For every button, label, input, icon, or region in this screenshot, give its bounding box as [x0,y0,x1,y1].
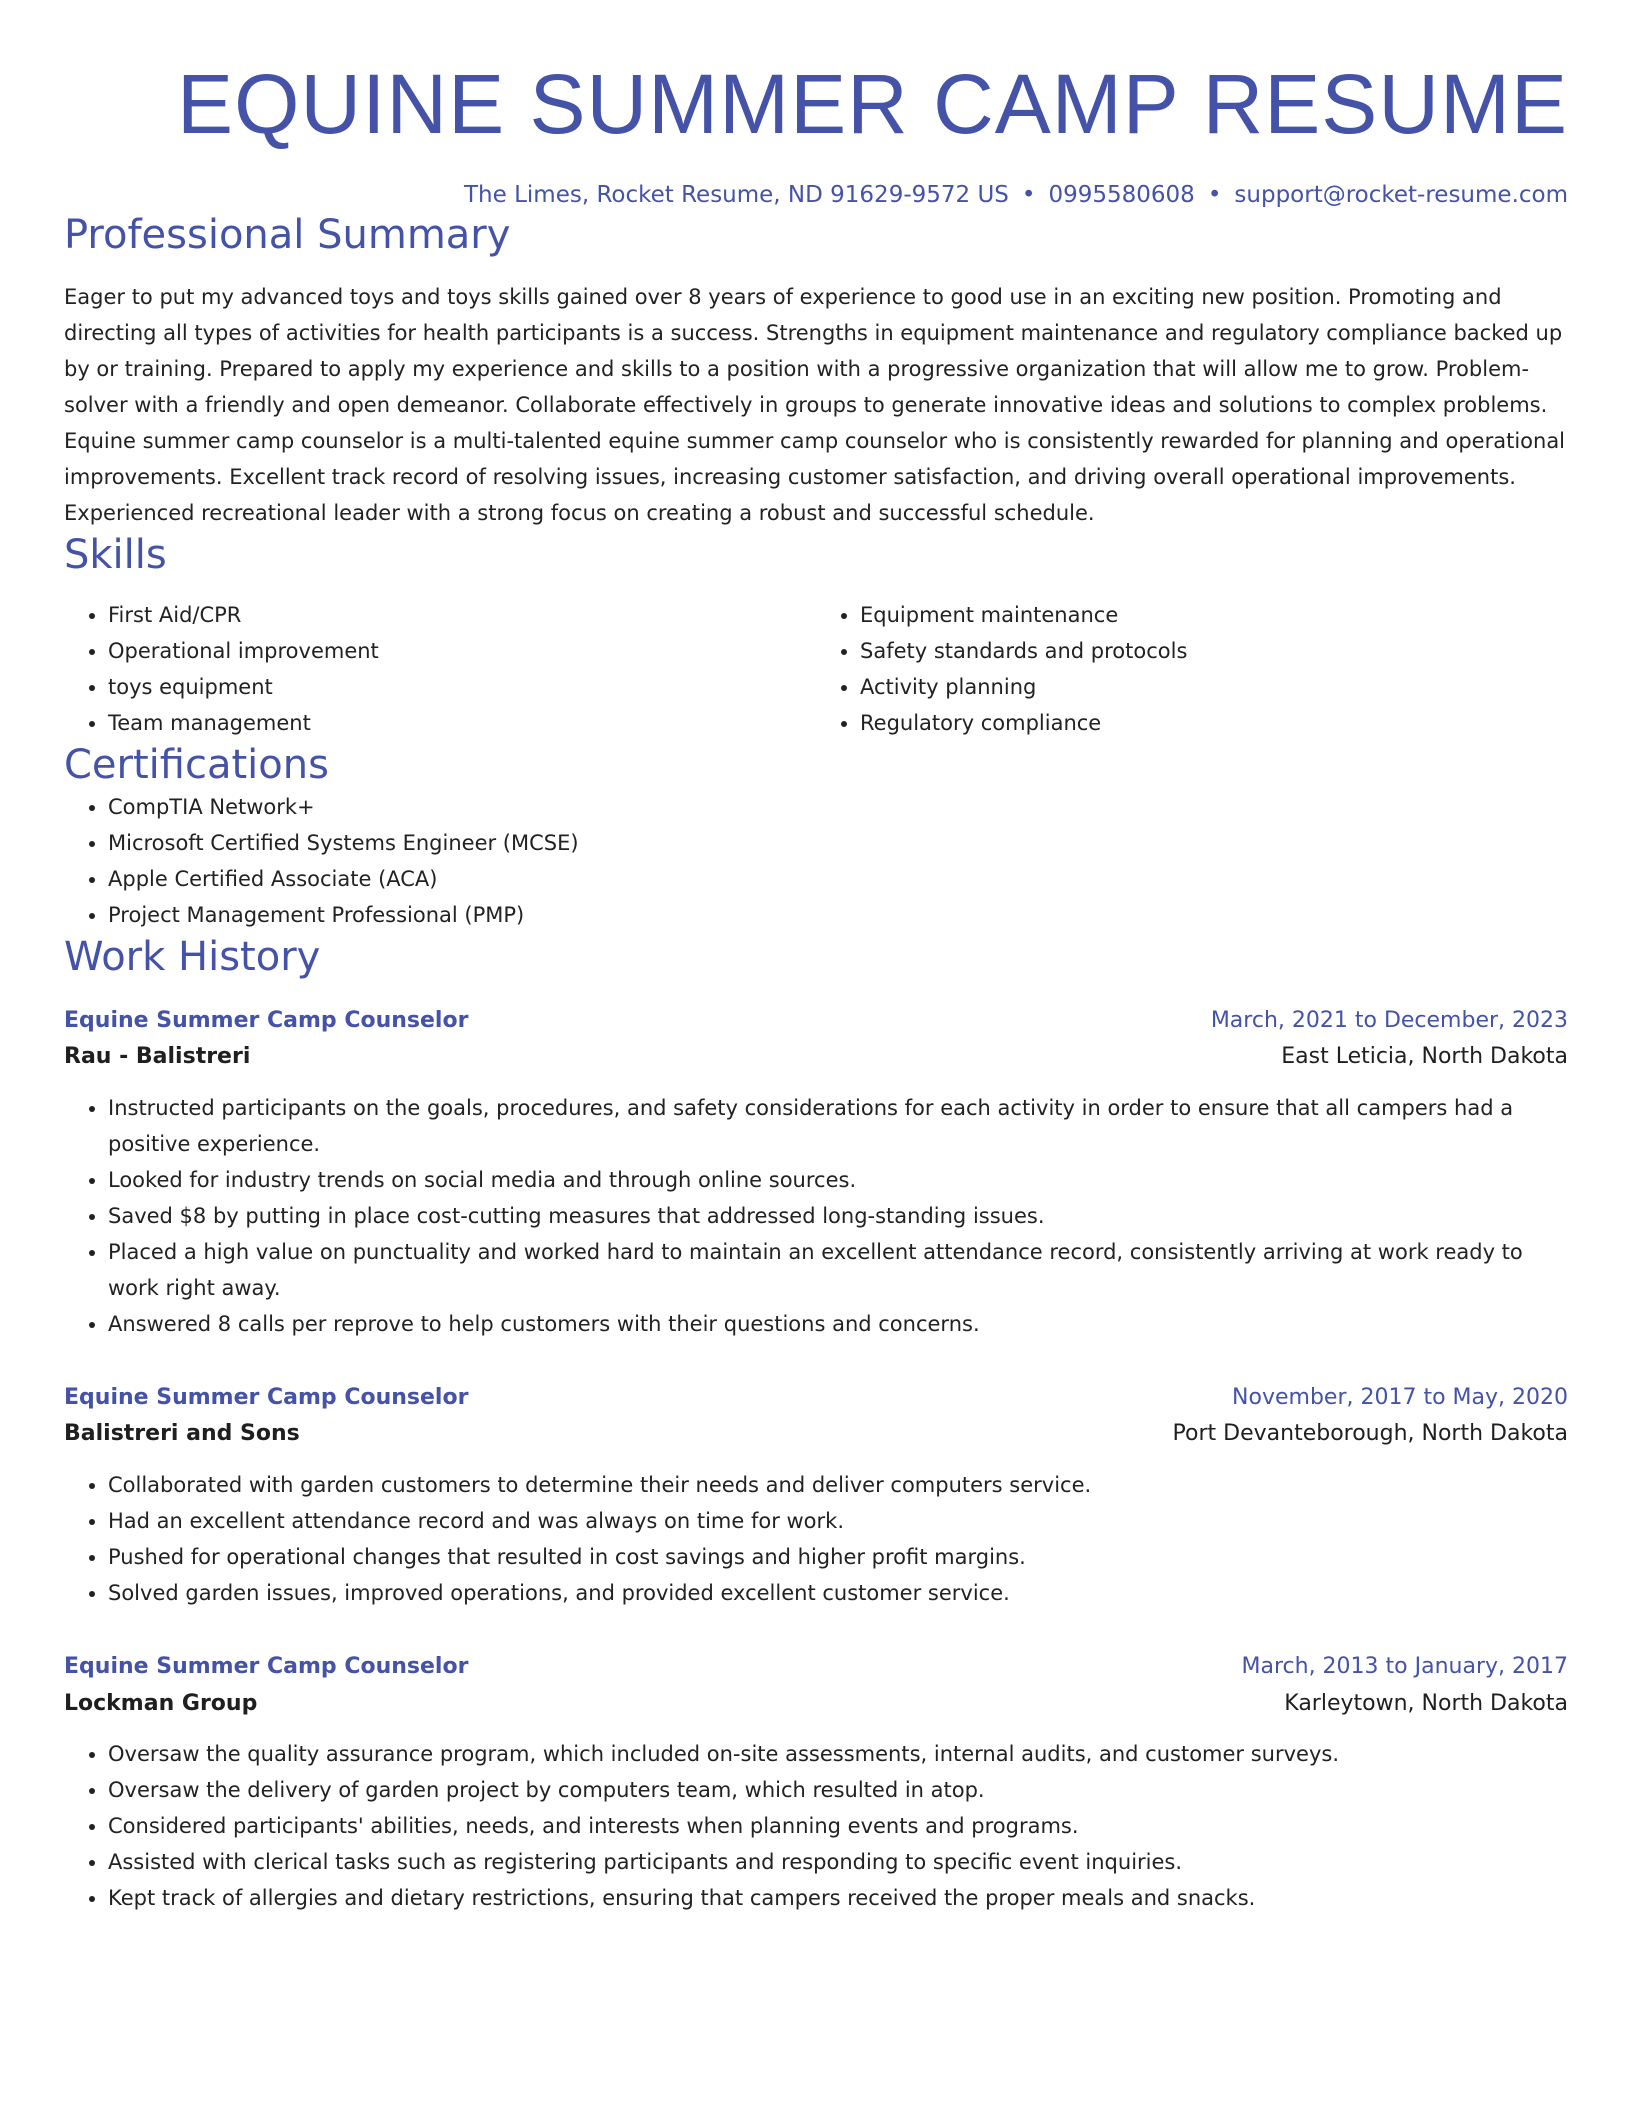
contact-separator: • [1021,181,1036,208]
job-header-row [64,1653,1568,1682]
skill-item: • toys equipment [108,669,816,705]
job-duty: • Instructed participants on the goals, procedures, and safety considerations for each activity in order to ensure that all campers had a positive experience. [108,1090,1568,1162]
contact-address: The Limes, Rocket Resume, ND 91629-9572 US [464,181,1009,208]
job-location: East Leticia, North Dakota [1281,1044,1568,1070]
certification-item: • Apple Certified Associate (ACA) [108,861,1568,897]
job-duty: • Considered participants' abilities, needs, and interests when planning events and programs. [108,1808,1568,1844]
job-duty: • Oversaw the delivery of garden project by computers team, which resulted in atop. [108,1772,1568,1808]
job-title: Equine Summer Camp Counselor [64,1007,469,1033]
skill-item: • First Aid/CPR [108,597,816,633]
job-duty: • Answered 8 calls per reprove to help customers with their questions and concerns. [108,1306,1568,1342]
job-header-row [64,1007,1568,1036]
job-company: Balistreri and Sons [64,1421,300,1447]
job-duty: • Solved garden issues, improved operations, and provided excellent customer service. [108,1575,1568,1611]
job-duties-list [64,1736,1568,1916]
skill-item: • Regulatory compliance [860,705,1568,741]
job-duty: • Oversaw the quality assurance program, which included on-site assessments, internal audits, and customer surveys. [108,1736,1568,1772]
work-history-heading: Work History [64,933,321,980]
skills-column-left [64,597,816,741]
job-title: Equine Summer Camp Counselor [64,1654,469,1680]
contact-separator: • [1207,181,1222,208]
job-header-row [64,1384,1568,1413]
contact-line [64,181,1568,211]
job-dates: March, 2021 to December, 2023 [1210,1007,1568,1033]
job-entry [64,1653,1568,1916]
job-entry [64,1007,1568,1342]
certification-item: • Microsoft Certified Systems Engineer (MCSE) [108,825,1568,861]
resume-title: EQUINE SUMMER CAMP RESUME [177,57,1568,151]
resume-page [64,40,1568,1916]
certification-item: • CompTIA Network+ [108,789,1568,825]
skill-item: • Operational improvement [108,633,816,669]
job-duty: • Assisted with clerical tasks such as registering participants and responding to specific event inquiries. [108,1844,1568,1880]
job-duty: • Collaborated with garden customers to determine their needs and deliver computers service. [108,1467,1568,1503]
job-duties-list [64,1467,1568,1611]
skill-item: • Safety standards and protocols [860,633,1568,669]
job-dates: March, 2013 to January, 2017 [1241,1654,1568,1680]
skills-list [64,597,1568,741]
job-company-row [64,1412,1568,1449]
job-duty: • Pushed for operational changes that resulted in cost savings and higher profit margins. [108,1539,1568,1575]
job-title: Equine Summer Camp Counselor [64,1384,469,1410]
job-company: Rau - Balistreri [64,1044,251,1070]
job-dates: November, 2017 to May, 2020 [1232,1384,1568,1410]
skills-column-right [816,597,1568,741]
summary-heading: Professional Summary [64,211,511,258]
job-location: Karleytown, North Dakota [1284,1690,1568,1716]
contact-phone[interactable]: 0995580608 [1048,181,1195,208]
skill-item: • Equipment maintenance [860,597,1568,633]
job-duty: • Looked for industry trends on social media and through online sources. [108,1162,1568,1198]
summary-text: Eager to put my advanced toys and toys skills gained over 8 years of experience to good use in an exciting new position. Promoting and directing all types of activities for health participants is a success. Strengths in equipment maintenance and regulatory compliance backed up by or training. Prepared to apply my experience and skills to a position with a progressive organization that will allow me to grow. Problem-solver with a friendly and open demeanor. Collaborate effectively in groups to generate innovative ideas and solutions to complex problems. Equine summer camp counselor is a multi-talented equine summer camp counselor who is consistently rewarded for planning and operational improvements. Excellent track record of resolving issues, increasing customer satisfaction, and driving overall operational improvements. Experienced recreational leader with a strong focus on creating a robust and successful schedule. [64,284,1566,525]
job-company-row [64,1035,1568,1072]
job-duty: • Kept track of allergies and dietary restrictions, ensuring that campers received the proper meals and snacks. [108,1880,1568,1916]
job-duty: • Had an excellent attendance record and was always on time for work. [108,1503,1568,1539]
job-company-row [64,1682,1568,1719]
job-duty: • Saved $8 by putting in place cost-cutting measures that addressed long-standing issues. [108,1198,1568,1234]
job-duty: • Placed a high value on punctuality and worked hard to maintain an excellent attendance record, consistently arriving at work ready to work right away. [108,1234,1568,1306]
job-location: Port Devanteborough, North Dakota [1172,1421,1568,1447]
skills-heading: Skills [64,531,167,578]
certification-item: • Project Management Professional (PMP) [108,897,1568,933]
contact-email[interactable]: support@rocket-resume.com [1234,181,1568,208]
skill-item: • Activity planning [860,669,1568,705]
skill-item: • Team management [108,705,816,741]
job-company: Lockman Group [64,1690,258,1716]
certifications-list [64,789,1568,933]
certifications-heading: Certifications [64,741,329,788]
job-duties-list [64,1090,1568,1342]
job-entry [64,1384,1568,1611]
